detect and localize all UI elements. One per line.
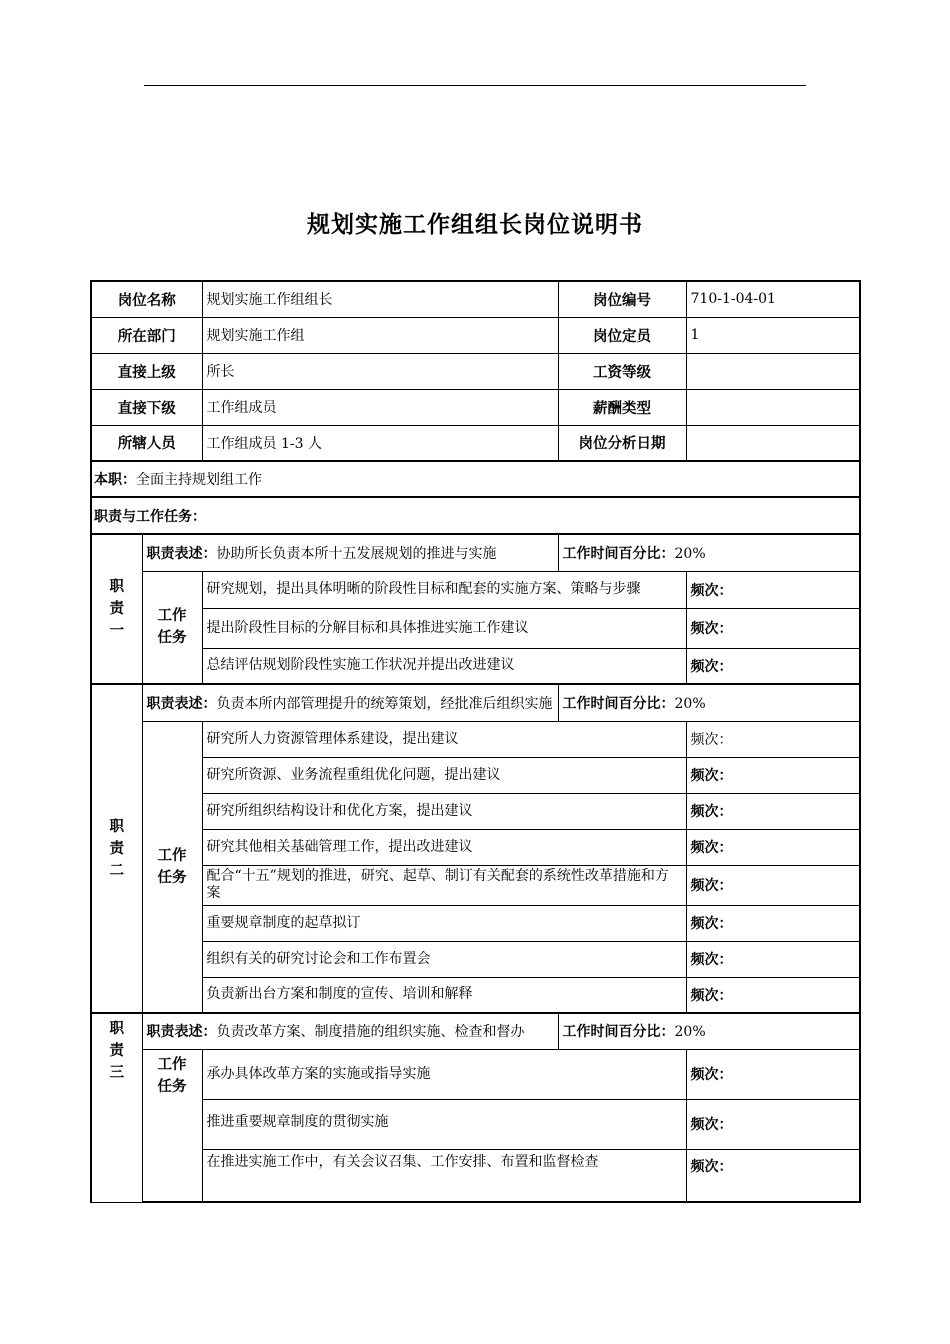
duty-2-name: 职 责 二 — [91, 684, 142, 1013]
duty-3-task-3-freq: 频次： — [686, 1149, 860, 1202]
analysis-date-label: 岗位分析日期 — [558, 425, 686, 461]
superior-label: 直接上级 — [91, 353, 202, 389]
superior-value: 所长 — [202, 353, 558, 389]
pay-type-value — [686, 389, 860, 425]
duty-1-task-1-freq: 频次： — [686, 571, 860, 608]
duty-3-task-1-freq: 频次： — [686, 1049, 860, 1099]
subordinate-value: 工作组成员 — [202, 389, 558, 425]
duty-1-pct-cell — [558, 534, 860, 571]
duty-2-desc-label: 职责表述： — [146, 695, 217, 712]
duty-2-task-7: 组织有关的研究讨论会和工作布置会 — [202, 941, 686, 977]
duty-3-pct-label: 工作时间百分比： — [562, 1024, 675, 1041]
duty-2-task-4: 研究其他相关基础管理工作，提出改进建议 — [202, 829, 686, 865]
duty-1-desc-cell — [142, 534, 558, 571]
duty-3-task-1: 承办具体改革方案的实施或指导实施 — [202, 1049, 686, 1099]
duty-2-desc: 负责本所内部管理提升的统筹策划，经批准后组织实施 — [216, 695, 553, 712]
department-label: 所在部门 — [91, 317, 202, 353]
duty-2-task-8: 负责新出台方案和制度的宣传、培训和解释 — [202, 977, 686, 1013]
duty-2-desc-cell — [142, 684, 558, 721]
duty-1-desc-label: 职责表述： — [146, 545, 217, 562]
duty-1-task-3: 总结评估规划阶段性实施工作状况并提出改进建议 — [202, 648, 686, 684]
headcount-label: 岗位定员 — [558, 317, 686, 353]
duty-2-task-6-freq: 频次： — [686, 905, 860, 941]
duty-2-task-4-freq: 频次： — [686, 829, 860, 865]
main-duty-label: 本职： — [94, 472, 136, 488]
salary-grade-label: 工资等级 — [558, 353, 686, 389]
duty-3-pct: 20% — [674, 1024, 706, 1041]
duty-2-task-5-freq: 频次： — [686, 865, 860, 905]
duty-2-task-7-freq: 频次： — [686, 941, 860, 977]
duty-2-task-3-freq: 频次： — [686, 793, 860, 829]
document-title: 规划实施工作组组长岗位说明书 — [307, 212, 643, 238]
duty-3-desc-label: 职责表述： — [146, 1024, 217, 1041]
duty-2-tasks-label: 工作 任务 — [142, 721, 202, 1013]
duty-2-pct-label: 工作时间百分比： — [562, 695, 675, 712]
duty-1-task-2-freq: 频次： — [686, 608, 860, 648]
duty-1-pct: 20% — [674, 545, 706, 562]
position-no-value: 710-1-04-01 — [686, 281, 860, 317]
duty-3-task-3: 在推进实施工作中，有关会议召集、工作安排、布置和监督检查 — [202, 1149, 686, 1202]
duties-header: 职责与工作任务： — [91, 497, 860, 534]
duty-2-task-5: 配合“十五”规划的推进，研究、起草、制订有关配套的系统性改革措施和方案 — [202, 865, 686, 905]
pay-type-label: 薪酬类型 — [558, 389, 686, 425]
position-no-label: 岗位编号 — [558, 281, 686, 317]
duty-1-task-2: 提出阶段性目标的分解目标和具体推进实施工作建议 — [202, 608, 686, 648]
managed-value: 工作组成员 1-3 人 — [202, 425, 558, 461]
duty-2-task-8-freq: 频次： — [686, 977, 860, 1013]
duty-2-task-2-freq: 频次： — [686, 757, 860, 793]
duty-1-task-3-freq: 频次： — [686, 648, 860, 684]
job-description-table — [90, 280, 861, 1203]
duty-2-pct: 20% — [674, 695, 706, 712]
duty-3-pct-cell — [558, 1013, 860, 1049]
duty-1-pct-label: 工作时间百分比： — [562, 545, 675, 562]
duty-3-task-2-freq: 频次： — [686, 1099, 860, 1149]
salary-grade-value — [686, 353, 860, 389]
duty-3-desc-cell — [142, 1013, 558, 1049]
main-duty-row — [91, 461, 860, 497]
duty-2-task-6: 重要规章制度的起草拟订 — [202, 905, 686, 941]
duty-2-task-1-freq: 频次： — [686, 721, 860, 757]
duty-2-task-1: 研究所人力资源管理体系建设，提出建议 — [202, 721, 686, 757]
position-name-value: 规划实施工作组组长 — [202, 281, 558, 317]
duty-1-tasks-label: 工作 任务 — [142, 571, 202, 684]
position-name-label: 岗位名称 — [91, 281, 202, 317]
duty-3-name: 职 责 三 — [91, 1013, 142, 1202]
duty-2-pct-cell — [558, 684, 860, 721]
duty-1-desc: 协助所长负责本所十五发展规划的推进与实施 — [216, 545, 497, 562]
duty-1-task-1: 研究规划，提出具体明晰的阶段性目标和配套的实施方案、策略与步骤 — [202, 571, 686, 608]
duty-2-task-2: 研究所资源、业务流程重组优化问题，提出建议 — [202, 757, 686, 793]
duty-3-desc: 负责改革方案、制度措施的组织实施、检查和督办 — [216, 1024, 525, 1041]
subordinate-label: 直接下级 — [91, 389, 202, 425]
duty-3-tasks-label: 工作 任务 — [142, 1049, 202, 1202]
department-value: 规划实施工作组 — [202, 317, 558, 353]
analysis-date-value — [686, 425, 860, 461]
duty-1-name: 职 责 一 — [91, 534, 142, 684]
duty-3-task-2: 推进重要规章制度的贯彻实施 — [202, 1099, 686, 1149]
managed-label: 所辖人员 — [91, 425, 202, 461]
duty-2-task-3: 研究所组织结构设计和优化方案，提出建议 — [202, 793, 686, 829]
header-rule — [144, 85, 806, 86]
main-duty-text: 全面主持规划组工作 — [136, 472, 262, 488]
headcount-value: 1 — [686, 317, 860, 353]
